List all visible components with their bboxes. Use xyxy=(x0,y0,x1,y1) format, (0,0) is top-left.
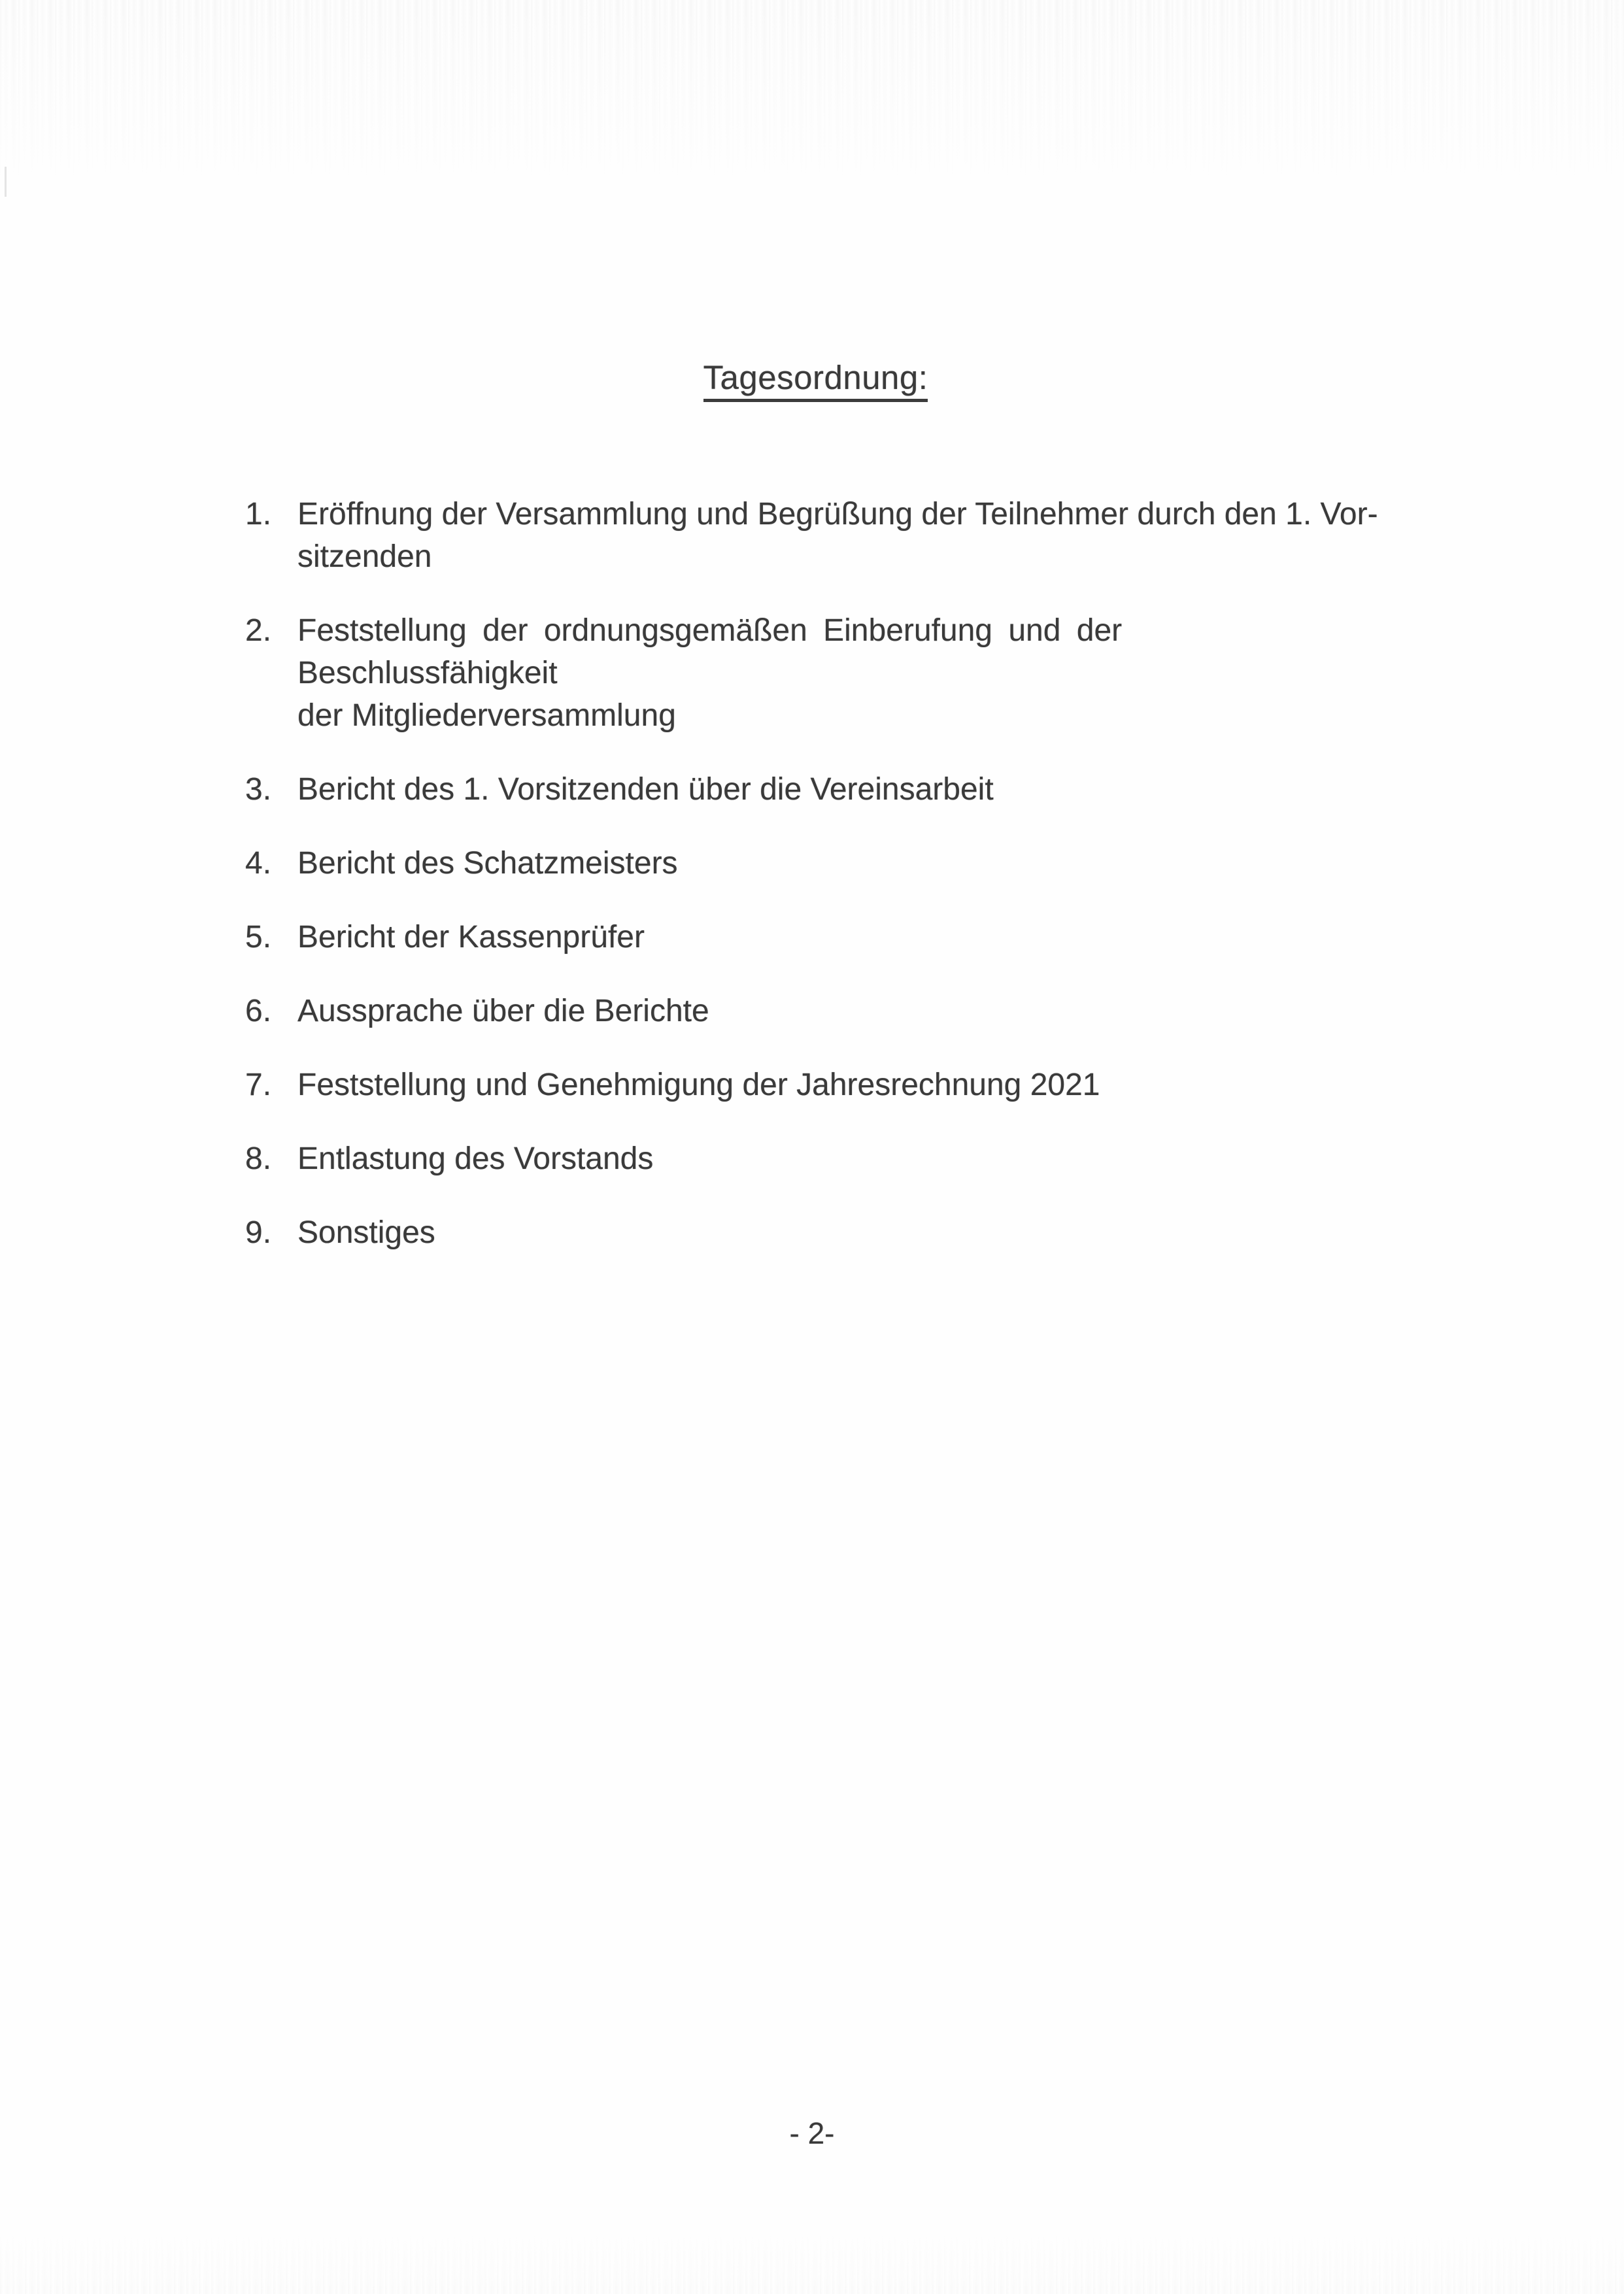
item-number: 4. xyxy=(245,846,272,881)
item-text xyxy=(297,609,1386,737)
item-number: 5. xyxy=(245,920,272,954)
item-line: Bericht des Schatzmeisters xyxy=(297,846,678,881)
agenda-item xyxy=(245,768,1386,811)
item-number: 3. xyxy=(245,772,272,807)
item-line: Sonstiges xyxy=(297,1215,435,1250)
item-number: 2. xyxy=(245,613,272,648)
agenda-item xyxy=(245,493,1386,578)
item-number: 6. xyxy=(245,994,272,1028)
item-text xyxy=(297,1211,1386,1254)
item-number: 1. xyxy=(245,497,272,531)
scan-noise-top xyxy=(0,0,1624,216)
item-line: der Mitgliederversammlung xyxy=(297,698,676,733)
scan-edge-artifact xyxy=(5,167,7,197)
item-line: Bericht des 1. Vorsitzenden über die Vereinsarbeit xyxy=(297,772,994,807)
item-number: 9. xyxy=(245,1215,272,1250)
item-number: 8. xyxy=(245,1141,272,1176)
agenda-item xyxy=(245,1064,1386,1106)
item-text xyxy=(297,916,1386,958)
item-line: Feststellung und Genehmigung der Jahresrechnung 2021 xyxy=(297,1068,1100,1102)
item-line: Eröffnung der Versammlung und Begrüßung der Teilnehmer durch den 1. Vor- xyxy=(297,497,1378,531)
item-text xyxy=(297,842,1386,885)
item-text xyxy=(297,990,1386,1032)
page-title xyxy=(245,358,1386,397)
agenda-list xyxy=(245,493,1386,1254)
item-text xyxy=(297,1064,1386,1106)
document-content xyxy=(245,358,1386,1285)
page-title-text: Tagesordnung: xyxy=(703,359,928,402)
agenda-item xyxy=(245,1138,1386,1180)
item-line: Bericht der Kassenprüfer xyxy=(297,920,645,954)
item-line: Entlastung des Vorstands xyxy=(297,1141,654,1176)
item-text xyxy=(297,493,1386,578)
item-text xyxy=(297,768,1386,811)
item-line: Aussprache über die Berichte xyxy=(297,994,709,1028)
agenda-item xyxy=(245,916,1386,958)
agenda-item xyxy=(245,609,1386,737)
item-line: sitzenden xyxy=(297,539,432,574)
scan-noise-bottom xyxy=(0,2222,1624,2294)
item-line: Feststellung der ordnungsgemäßen Einberufung und der Beschlussfähigkeit xyxy=(297,613,1123,690)
agenda-item xyxy=(245,1211,1386,1254)
item-number: 7. xyxy=(245,1068,272,1102)
agenda-item xyxy=(245,990,1386,1032)
item-text xyxy=(297,1138,1386,1180)
page-number: - 2- xyxy=(789,2116,835,2150)
agenda-item xyxy=(245,842,1386,885)
